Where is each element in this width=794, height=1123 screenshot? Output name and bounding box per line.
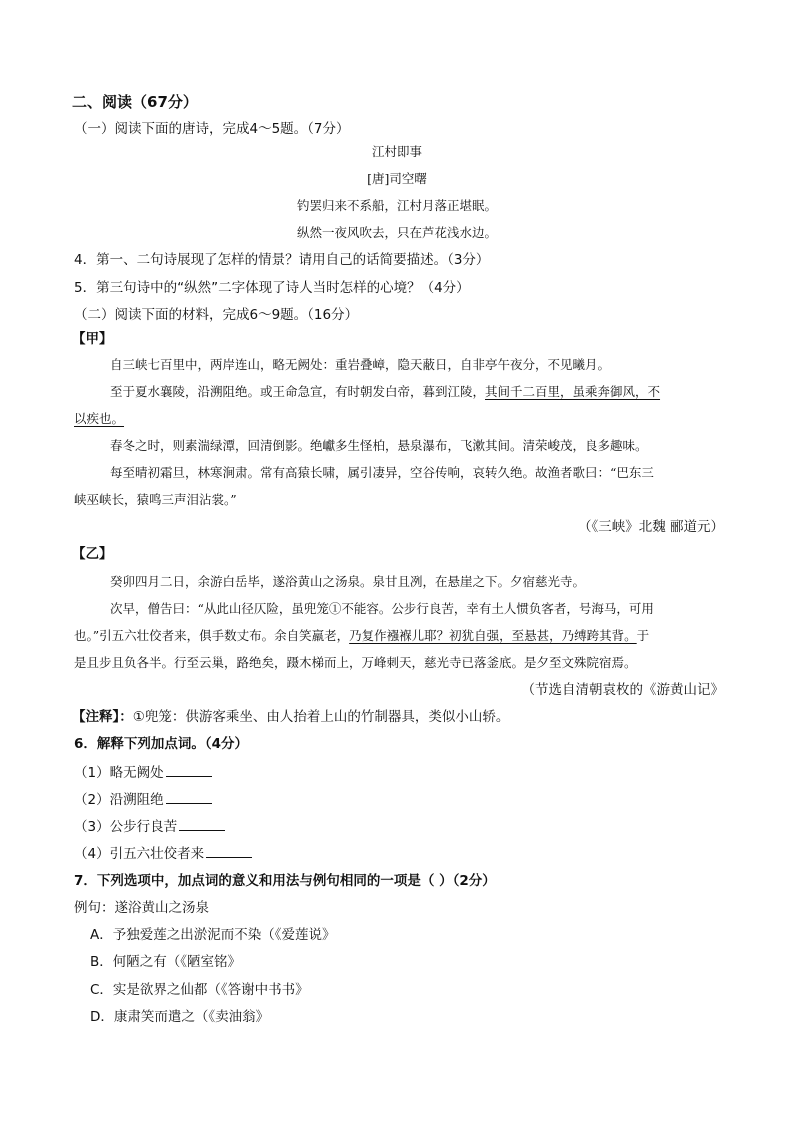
yi-para-1: 癸卯四月二日，余游白岳毕，遂浴黄山之汤泉。泉甘且冽，在悬崖之下。夕宿慈光寺。 [110, 574, 586, 589]
jia-underlined-sentence: 其间千二百里，虽乘奔御风，不 [485, 384, 661, 399]
part2-intro: （二）阅读下面的材料，完成6～9题。（16分） [74, 307, 359, 323]
q6-item-1-text: （1）略无阙处 [74, 765, 164, 781]
annotation-text: ①兜笼：供游客乘坐、由人抬着上山的竹制器具，类似小山轿。 [132, 709, 510, 725]
answer-blank[interactable] [206, 843, 252, 858]
q6-item-1 [74, 762, 212, 783]
q6-item-4-text: （4）引五六壮佼者来 [74, 846, 205, 862]
jia-para-4-cont: 峡巫峡长，猿鸣三声泪沾裳。” [74, 492, 237, 507]
poem-title: 江村即事 [371, 144, 422, 159]
poem-line-2: 纵然一夜风吹去，只在芦花浅水边。 [296, 225, 497, 240]
jia-para-2 [110, 382, 660, 402]
question-5: 5．第三句诗中的“纵然”二字体现了诗人当时怎样的心境？（4分） [74, 280, 470, 296]
q7-option-d[interactable]: D．康肃笑而遣之（《卖油翁》 [90, 1009, 270, 1025]
yi-underlined-sentence: 乃复作襁褓儿耶？初犹自强，至悬甚，乃缚跨其背。 [349, 628, 637, 643]
q7-option-c[interactable]: C．实是欲界之仙都（《答谢中书书》 [90, 982, 309, 998]
q6-item-3 [74, 816, 225, 837]
q6-item-2 [74, 789, 212, 810]
jia-para-2-text: 至于夏水襄陵，沿溯阻绝。或王命急宣，有时朝发白帝，暮到江陵， [110, 384, 486, 399]
jia-source: （《三峡》北魏 郦道元） [577, 519, 724, 535]
section-title: 二、阅读（67分） [72, 93, 198, 111]
poem-line-1: 钓罢归来不系船，江村月落正堪眠。 [296, 198, 497, 213]
answer-blank[interactable] [166, 789, 212, 804]
q7-option-b[interactable]: B．何陋之有（《陋室铭》 [90, 954, 242, 970]
yi-para-2-tail: 于 [636, 628, 650, 643]
annotation [72, 707, 509, 727]
question-4: 4．第一、二句诗展现了怎样的情景？请用自己的话简要描述。（3分） [74, 252, 490, 268]
q7-example: 例句：遂浴黄山之汤泉 [74, 900, 209, 916]
question-7: 7．下列选项中，加点词的意义和用法与例句相同的一项是（ ）（2分） [74, 873, 496, 889]
answer-blank[interactable] [166, 762, 212, 777]
yi-para-2: 次早，僧告曰：“从此山径仄险，虽兜笼①不能容。公步行良苦，幸有土人惯负客者，号海马，可用 [110, 601, 654, 616]
jia-para-2-cont [74, 409, 124, 429]
yi-para-2-cont [74, 626, 649, 646]
question-6: 6．解释下列加点词。（4分） [74, 736, 249, 752]
q6-item-3-text: （3）公步行良苦 [74, 819, 178, 835]
answer-blank[interactable] [179, 816, 225, 831]
jia-para-3: 春冬之时，则素湍绿潭，回清倒影。绝巘多生怪柏，悬泉瀑布，飞漱其间。清荣峻茂，良多趣味。 [110, 438, 648, 453]
poem-author: [唐]司空曙 [367, 171, 427, 186]
yi-source: （节选自清朝袁枚的《游黄山记》 [521, 682, 724, 698]
jia-label: 【甲】 [72, 331, 113, 347]
q6-item-4 [74, 843, 252, 864]
part1-intro: （一）阅读下面的唐诗，完成4～5题。（7分） [74, 121, 350, 137]
annotation-label: 【注释】： [72, 709, 133, 725]
jia-para-1: 自三峡七百里中，两岸连山，略无阙处：重岩叠嶂，隐天蔽日，自非亭午夜分，不见曦月。 [110, 357, 611, 372]
yi-label: 【乙】 [72, 546, 113, 562]
q7-option-a[interactable]: A．予独爱莲之出淤泥而不染（《爱莲说》 [90, 927, 336, 943]
yi-para-2-text: 也。”引五六壮佼者来，俱手数丈布。余自笑羸老， [74, 628, 350, 643]
yi-para-3: 是且步且负各半。行至云巢，路绝矣，蹑木梯而上，万峰刺天，慈光寺已落釜底。是夕至文殊院宿焉。 [74, 655, 637, 670]
q6-item-2-text: （2）沿溯阻绝 [74, 792, 164, 808]
jia-underlined-end: 以疾也。 [74, 411, 125, 426]
jia-para-4: 每至晴初霜旦，林寒涧肃。常有高猿长啸，属引凄异，空谷传响，哀转久绝。故渔者歌曰：“巴东三 [110, 465, 654, 480]
